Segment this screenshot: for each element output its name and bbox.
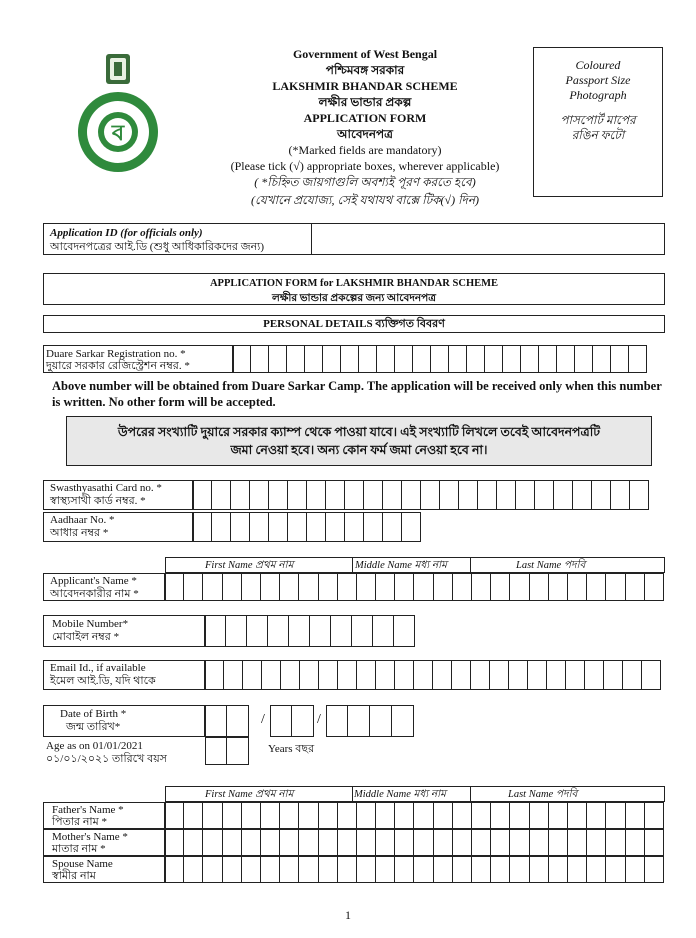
input-cell[interactable]	[319, 856, 338, 883]
application-id-input[interactable]	[313, 225, 663, 253]
govt-title-bn: পশ্চিমবঙ্গ সরকার	[325, 63, 405, 77]
dob-separator-2: /	[317, 712, 321, 727]
input-cell[interactable]	[227, 737, 249, 765]
input-cell[interactable]	[383, 480, 402, 510]
input-cell[interactable]	[593, 345, 611, 373]
scheme-title-bn: লক্ষীর ভান্ডার প্রকল্প	[318, 95, 412, 109]
form-title-banner-bn: লক্ষীর ভান্ডার প্রকল্পের জন্য আবেদনপত্র	[272, 293, 436, 304]
mobile-input-cells[interactable]	[205, 615, 415, 647]
input-cell[interactable]	[421, 480, 440, 510]
input-cell[interactable]	[212, 512, 231, 542]
mobile-label-en: Mobile Number*	[52, 618, 129, 630]
photo-label-bn-2: রঙিন ফটো	[571, 128, 625, 142]
input-cell[interactable]	[242, 829, 261, 856]
name-header-middle: Middle Name মধ্য নাম	[355, 560, 448, 571]
input-cell[interactable]	[623, 660, 642, 690]
input-cell[interactable]	[184, 573, 203, 601]
input-cell[interactable]	[554, 480, 573, 510]
dob-label-bn: জন্ম তারিখ*	[66, 721, 121, 733]
tick-note-bn: (যেখানে প্রযোজ্য, সেই যথাযথ বাক্সে টিক(√) দিন)	[250, 193, 480, 207]
tick-note-en: (Please tick (√) appropriate boxes, wherever applicable)	[230, 159, 500, 173]
input-cell[interactable]	[165, 856, 184, 883]
input-cell[interactable]	[585, 660, 604, 690]
family-header-last: Last Name পদবি	[508, 789, 578, 800]
input-cell[interactable]	[376, 829, 395, 856]
input-cell[interactable]	[323, 345, 341, 373]
input-cell[interactable]	[357, 802, 376, 829]
input-cell[interactable]	[491, 856, 510, 883]
input-cell[interactable]	[509, 660, 528, 690]
father-label-bn: পিতার নাম *	[52, 816, 107, 828]
input-cell[interactable]	[516, 480, 535, 510]
input-cell[interactable]	[250, 512, 269, 542]
input-cell[interactable]	[395, 660, 414, 690]
input-cell[interactable]	[530, 573, 549, 601]
input-cell[interactable]	[434, 829, 453, 856]
duare-sarkar-note-bn-2: জমা নেওয়া হবে। অন্য কোন ফর্ম জমা নেওয়া হবে না।	[230, 443, 488, 457]
family-header-middle: Middle Name মধ্য নাম	[354, 789, 447, 800]
input-cell[interactable]	[319, 573, 338, 601]
input-cell[interactable]	[645, 802, 664, 829]
input-cell[interactable]	[395, 345, 413, 373]
input-cell[interactable]	[338, 829, 357, 856]
logo-letter: ব	[111, 120, 125, 145]
mandatory-note-en: (*Marked fields are mandatory)	[288, 143, 442, 157]
age-label-bn: ০১/০১/২০২১ তারিখে বয়স	[46, 753, 167, 765]
input-cell[interactable]	[319, 802, 338, 829]
input-cell[interactable]	[497, 480, 516, 510]
age-years-label: Years বছর	[268, 743, 315, 755]
input-cell[interactable]	[629, 345, 647, 373]
input-cell[interactable]	[326, 512, 345, 542]
input-cell[interactable]	[472, 573, 491, 601]
photo-label-1: Coloured	[575, 58, 621, 72]
email-label-en: Email Id., if available	[50, 662, 146, 674]
input-cell[interactable]	[611, 480, 630, 510]
input-cell[interactable]	[530, 829, 549, 856]
aadhaar-label-bn: আধার নম্বর *	[50, 527, 109, 539]
input-cell[interactable]	[491, 802, 510, 829]
input-cell[interactable]	[490, 660, 509, 690]
input-cell[interactable]	[587, 802, 606, 829]
input-cell[interactable]	[288, 512, 307, 542]
input-cell[interactable]	[305, 345, 323, 373]
input-cell[interactable]	[434, 856, 453, 883]
dob-separator-1: /	[261, 712, 265, 727]
duare-sarkar-note-en: Above number will be obtained from Duare Sarkar Camp. The application will be received only when this number is written. No other form will be accepted.	[52, 379, 662, 409]
input-cell[interactable]	[592, 480, 611, 510]
input-cell[interactable]	[357, 856, 376, 883]
personal-details-title-en: PERSONAL DETAILS	[263, 318, 373, 330]
input-cell[interactable]	[224, 660, 243, 690]
input-cell[interactable]	[165, 573, 184, 601]
name-header-last: Last Name পদবি	[516, 560, 586, 571]
input-cell[interactable]	[606, 573, 625, 601]
input-cell[interactable]	[626, 802, 645, 829]
input-cell[interactable]	[223, 573, 242, 601]
input-cell[interactable]	[223, 856, 242, 883]
input-cell[interactable]	[205, 737, 227, 765]
input-cell[interactable]	[604, 660, 623, 690]
input-cell[interactable]	[394, 615, 415, 647]
dob-year-cells[interactable]	[326, 705, 414, 737]
input-cell[interactable]	[243, 660, 262, 690]
input-cell[interactable]	[549, 856, 568, 883]
aadhaar-label-en: Aadhaar No. *	[50, 514, 115, 526]
input-cell[interactable]	[611, 345, 629, 373]
input-cell[interactable]	[557, 345, 575, 373]
input-cell[interactable]	[348, 705, 370, 737]
name-header-first: First Name প্রথম নাম	[205, 560, 294, 571]
west-bengal-emblem-logo	[62, 52, 174, 176]
input-cell[interactable]	[223, 802, 242, 829]
input-cell[interactable]	[549, 829, 568, 856]
input-cell[interactable]	[626, 573, 645, 601]
input-cell[interactable]	[376, 856, 395, 883]
input-cell[interactable]	[392, 705, 414, 737]
input-cell[interactable]	[184, 856, 203, 883]
input-cell[interactable]	[242, 573, 261, 601]
input-cell[interactable]	[521, 345, 539, 373]
input-cell[interactable]	[535, 480, 554, 510]
input-cell[interactable]	[242, 802, 261, 829]
input-cell[interactable]	[433, 660, 452, 690]
input-cell[interactable]	[645, 829, 664, 856]
age-label-en: Age as on 01/01/2021	[46, 740, 143, 752]
input-cell[interactable]	[485, 345, 503, 373]
swasthyasathi-label-en: Swasthyasathi Card no. *	[50, 482, 162, 494]
input-cell[interactable]	[395, 802, 414, 829]
input-cell[interactable]	[530, 856, 549, 883]
input-cell[interactable]	[269, 512, 288, 542]
input-cell[interactable]	[395, 856, 414, 883]
input-cell[interactable]	[280, 573, 299, 601]
mother-label-en: Mother's Name *	[52, 831, 128, 843]
input-cell[interactable]	[326, 480, 345, 510]
input-cell[interactable]	[373, 615, 394, 647]
input-cell[interactable]	[414, 660, 433, 690]
input-cell[interactable]	[184, 802, 203, 829]
input-cell[interactable]	[453, 856, 472, 883]
input-cell[interactable]	[414, 802, 433, 829]
application-id-label-bn: আবেদনপত্রের আই.ডি (শুধু আধিকারিকদের জন্য)	[50, 241, 265, 253]
input-cell[interactable]	[370, 705, 392, 737]
input-cell[interactable]	[478, 480, 497, 510]
father-name-input-cells[interactable]	[165, 802, 664, 829]
input-cell[interactable]	[402, 512, 421, 542]
input-cell[interactable]	[575, 345, 593, 373]
input-cell[interactable]	[587, 573, 606, 601]
input-cell[interactable]	[205, 705, 227, 737]
input-cell[interactable]	[510, 802, 529, 829]
input-cell[interactable]	[402, 480, 421, 510]
input-cell[interactable]	[459, 480, 478, 510]
input-cell[interactable]	[227, 705, 249, 737]
input-cell[interactable]	[503, 345, 521, 373]
input-cell[interactable]	[292, 705, 314, 737]
input-cell[interactable]	[467, 345, 485, 373]
input-cell[interactable]	[261, 802, 280, 829]
input-cell[interactable]	[434, 573, 453, 601]
input-cell[interactable]	[377, 345, 395, 373]
duare-sarkar-input-cells[interactable]	[233, 345, 647, 373]
mobile-label-bn: মোবাইল নম্বর *	[52, 631, 120, 643]
form-title-banner-en: APPLICATION FORM for LAKSHMIR BHANDAR SCHEME	[209, 278, 499, 289]
family-header-first: First Name প্রথম নাম	[205, 789, 294, 800]
input-cell[interactable]	[471, 660, 490, 690]
duare-sarkar-label-en: Duare Sarkar Registration no. *	[46, 348, 186, 360]
scheme-title-en: LAKSHMIR BHANDAR SCHEME	[272, 79, 458, 93]
input-cell[interactable]	[287, 345, 305, 373]
input-cell[interactable]	[280, 829, 299, 856]
input-cell[interactable]	[205, 615, 226, 647]
photo-label-2: Passport Size	[565, 73, 631, 87]
input-cell[interactable]	[338, 802, 357, 829]
input-cell[interactable]	[261, 829, 280, 856]
input-cell[interactable]	[530, 802, 549, 829]
input-cell[interactable]	[299, 856, 318, 883]
input-cell[interactable]	[587, 856, 606, 883]
input-cell[interactable]	[280, 802, 299, 829]
input-cell[interactable]	[338, 573, 357, 601]
input-cell[interactable]	[528, 660, 547, 690]
input-cell[interactable]	[280, 856, 299, 883]
input-cell[interactable]	[231, 480, 250, 510]
input-cell[interactable]	[212, 480, 231, 510]
applicant-name-input-cells[interactable]	[165, 573, 664, 601]
input-cell[interactable]	[510, 829, 529, 856]
input-cell[interactable]	[310, 615, 331, 647]
duare-sarkar-note-bn-1: উপরের সংখ্যাটি দুয়ারে সরকার ক্যাম্প থেকে পাওয়া যাবে। এই সংখ্যাটি লিখলে তবেই আবেদনপত্রটি	[117, 425, 601, 439]
duare-sarkar-label-bn: দুয়ারে সরকার রেজিস্ট্রেশন নম্বর. *	[46, 360, 190, 372]
input-cell[interactable]	[357, 660, 376, 690]
input-cell[interactable]	[383, 512, 402, 542]
spouse-label-bn: স্বামীর নাম	[52, 870, 96, 882]
input-cell[interactable]	[223, 829, 242, 856]
input-cell[interactable]	[414, 856, 433, 883]
input-cell[interactable]	[289, 615, 310, 647]
input-cell[interactable]	[338, 660, 357, 690]
page-number: 1	[345, 908, 351, 922]
input-cell[interactable]	[472, 856, 491, 883]
photo-label-3: Photograph	[569, 88, 627, 102]
input-cell[interactable]	[231, 512, 250, 542]
input-cell[interactable]	[587, 829, 606, 856]
input-cell[interactable]	[510, 856, 529, 883]
input-cell[interactable]	[547, 660, 566, 690]
input-cell[interactable]	[414, 573, 433, 601]
input-cell[interactable]	[449, 345, 467, 373]
personal-details-title-bn: ব্যক্তিগত বিবরণ	[375, 318, 445, 330]
form-title-bn: আবেদনপত্র	[337, 127, 393, 141]
input-cell[interactable]	[307, 480, 326, 510]
input-cell[interactable]	[345, 512, 364, 542]
input-cell[interactable]	[262, 660, 281, 690]
dob-month-cells[interactable]	[270, 705, 314, 737]
input-cell[interactable]	[261, 856, 280, 883]
input-cell[interactable]	[288, 480, 307, 510]
mother-label-bn: মাতার নাম *	[52, 843, 106, 855]
swasthyasathi-label-bn: স্বাস্থ্যসাথী কার্ড নম্বর. *	[50, 495, 146, 507]
input-cell[interactable]	[453, 829, 472, 856]
input-cell[interactable]	[568, 802, 587, 829]
input-cell[interactable]	[414, 829, 433, 856]
input-cell[interactable]	[352, 615, 373, 647]
input-cell[interactable]	[606, 829, 625, 856]
input-cell[interactable]	[205, 660, 224, 690]
applicant-name-label-en: Applicant's Name *	[50, 575, 137, 587]
input-cell[interactable]	[193, 480, 212, 510]
input-cell[interactable]	[395, 829, 414, 856]
input-cell[interactable]	[270, 705, 292, 737]
mandatory-note-bn: ( *চিহ্নিত জায়গাগুলি অবশ্যই পূরণ করতে হবে)	[254, 175, 476, 189]
input-cell[interactable]	[307, 512, 326, 542]
dob-label-en: Date of Birth *	[60, 708, 127, 720]
input-cell[interactable]	[472, 829, 491, 856]
form-title-en: APPLICATION FORM	[303, 111, 427, 125]
input-cell[interactable]	[510, 573, 529, 601]
duare-sarkar-note-bn-box	[66, 416, 652, 466]
input-cell[interactable]	[331, 615, 352, 647]
input-cell[interactable]	[376, 573, 395, 601]
input-cell[interactable]	[299, 573, 318, 601]
spouse-name-input-cells[interactable]	[165, 856, 664, 883]
photo-label-bn-1: পাসপোর্ট মাপের	[560, 113, 636, 127]
input-cell[interactable]	[269, 345, 287, 373]
input-cell[interactable]	[440, 480, 459, 510]
swasthyasathi-input-cells[interactable]	[193, 480, 649, 510]
input-cell[interactable]	[452, 660, 471, 690]
input-cell[interactable]	[193, 512, 212, 542]
input-cell[interactable]	[364, 480, 383, 510]
input-cell[interactable]	[261, 573, 280, 601]
input-cell[interactable]	[549, 573, 568, 601]
input-cell[interactable]	[376, 802, 395, 829]
input-cell[interactable]	[359, 345, 377, 373]
input-cell[interactable]	[319, 829, 338, 856]
input-cell[interactable]	[472, 802, 491, 829]
personal-details-title	[43, 315, 665, 333]
input-cell[interactable]	[642, 660, 661, 690]
input-cell[interactable]	[568, 573, 587, 601]
input-cell[interactable]	[165, 829, 184, 856]
input-cell[interactable]	[645, 856, 664, 883]
email-label-bn: ইমেল আই.ডি, যদি থাকে	[50, 675, 156, 687]
input-cell[interactable]	[299, 829, 318, 856]
applicant-name-label-bn: আবেদনকারীর নাম *	[50, 588, 139, 600]
input-cell[interactable]	[226, 615, 247, 647]
govt-title-en: Government of West Bengal	[292, 47, 438, 61]
input-cell[interactable]	[566, 660, 585, 690]
input-cell[interactable]	[573, 480, 592, 510]
input-cell[interactable]	[364, 512, 383, 542]
input-cell[interactable]	[269, 480, 288, 510]
input-cell[interactable]	[247, 615, 268, 647]
input-cell[interactable]	[568, 856, 587, 883]
input-cell[interactable]	[203, 829, 222, 856]
email-input-cells[interactable]	[205, 660, 661, 690]
input-cell[interactable]	[268, 615, 289, 647]
application-id-label-en: Application ID (for officials only)	[50, 227, 203, 239]
input-cell[interactable]	[491, 829, 510, 856]
photo-box[interactable]	[533, 47, 663, 197]
input-cell[interactable]	[357, 829, 376, 856]
input-cell[interactable]	[345, 480, 364, 510]
input-cell[interactable]	[630, 480, 649, 510]
input-cell[interactable]	[165, 802, 184, 829]
input-cell[interactable]	[233, 345, 251, 373]
input-cell[interactable]	[539, 345, 557, 373]
input-cell[interactable]	[203, 802, 222, 829]
input-cell[interactable]	[242, 856, 261, 883]
spouse-label-en: Spouse Name	[52, 858, 113, 870]
input-cell[interactable]	[203, 573, 222, 601]
input-cell[interactable]	[184, 829, 203, 856]
input-cell[interactable]	[250, 480, 269, 510]
input-cell[interactable]	[341, 345, 359, 373]
input-cell[interactable]	[626, 829, 645, 856]
input-cell[interactable]	[645, 573, 664, 601]
father-label-en: Father's Name *	[52, 804, 124, 816]
input-cell[interactable]	[568, 829, 587, 856]
input-cell[interactable]	[326, 705, 348, 737]
input-cell[interactable]	[281, 660, 300, 690]
input-cell[interactable]	[300, 660, 319, 690]
input-cell[interactable]	[319, 660, 338, 690]
input-cell[interactable]	[491, 573, 510, 601]
input-cell[interactable]	[357, 573, 376, 601]
input-cell[interactable]	[299, 802, 318, 829]
input-cell[interactable]	[338, 856, 357, 883]
input-cell[interactable]	[251, 345, 269, 373]
input-cell[interactable]	[431, 345, 449, 373]
input-cell[interactable]	[549, 802, 568, 829]
input-cell[interactable]	[434, 802, 453, 829]
age-input-cells[interactable]	[205, 737, 249, 765]
input-cell[interactable]	[606, 802, 625, 829]
input-cell[interactable]	[376, 660, 395, 690]
input-cell[interactable]	[606, 856, 625, 883]
input-cell[interactable]	[413, 345, 431, 373]
input-cell[interactable]	[395, 573, 414, 601]
input-cell[interactable]	[626, 856, 645, 883]
aadhaar-input-cells[interactable]	[193, 512, 421, 542]
input-cell[interactable]	[203, 856, 222, 883]
input-cell[interactable]	[453, 802, 472, 829]
input-cell[interactable]	[453, 573, 472, 601]
dob-day-cells[interactable]	[205, 705, 249, 737]
mother-name-input-cells[interactable]	[165, 829, 664, 856]
